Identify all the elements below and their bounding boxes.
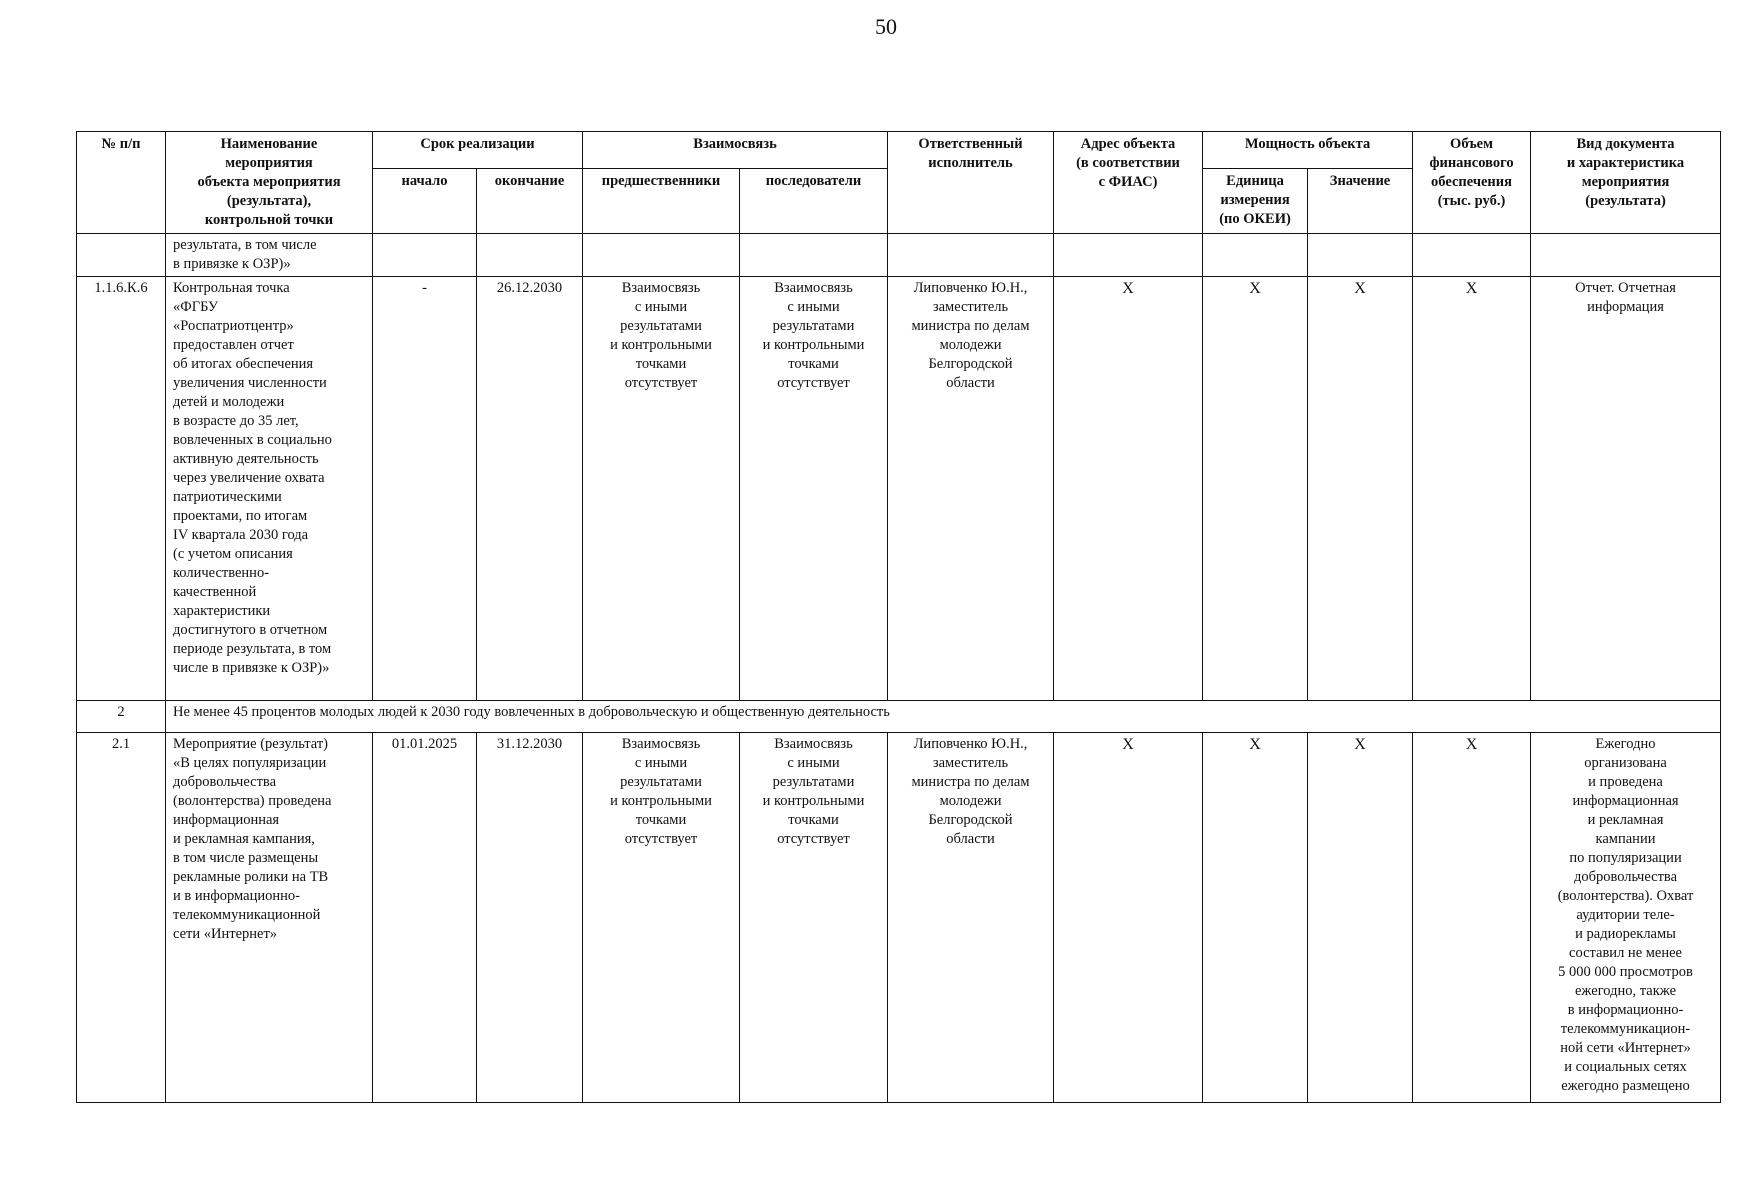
cell-doc bbox=[1531, 234, 1721, 277]
cell-num: 2.1 bbox=[77, 733, 166, 1103]
cell-value bbox=[1308, 234, 1413, 277]
cell-doc: Ежегодно организована и проведена информационная и рекламная кампании по популяризации добровольчества (волонтерства). Охват аудитории теле- и радиорекламы составил не менее 5 000 000 просмотров ежегодно, также в информационно- телекоммуникацион- ной сети «Интернет» и социальных сетях ежегодно размещено bbox=[1531, 733, 1721, 1103]
cell-address: X bbox=[1054, 733, 1203, 1103]
table-row bbox=[77, 733, 1721, 1103]
header-relation-prev: предшественники bbox=[583, 169, 740, 234]
cell-address bbox=[1054, 234, 1203, 277]
cell-prev bbox=[583, 234, 740, 277]
cell-responsible: Липовченко Ю.Н., заместитель министра по делам молодежи Белгородской области bbox=[888, 277, 1054, 701]
plan-table bbox=[76, 131, 1721, 1103]
cell-finance: X bbox=[1413, 277, 1531, 701]
table-row-continuation bbox=[77, 234, 1721, 277]
page-number: 50 bbox=[875, 14, 897, 39]
cell-prev: Взаимосвязь с иными результатами и контрольными точками отсутствует bbox=[583, 277, 740, 701]
cell-unit bbox=[1203, 234, 1308, 277]
cell-value: X bbox=[1308, 733, 1413, 1103]
cell-responsible bbox=[888, 234, 1054, 277]
cell-next bbox=[740, 234, 888, 277]
cell-address: X bbox=[1054, 277, 1203, 701]
header-capacity-unit: Единица измерения (по ОКЕИ) bbox=[1203, 169, 1308, 234]
header-responsible: Ответственный исполнитель bbox=[888, 132, 1054, 234]
header-address: Адрес объекта (в соответствии с ФИАС) bbox=[1054, 132, 1203, 234]
cell-end bbox=[477, 234, 583, 277]
cell-num: 2 bbox=[77, 701, 166, 733]
cell-num: 1.1.6.К.6 bbox=[77, 277, 166, 701]
cell-next: Взаимосвязь с иными результатами и контрольными точками отсутствует bbox=[740, 277, 888, 701]
cell-end: 31.12.2030 bbox=[477, 733, 583, 1103]
cell-num bbox=[77, 234, 166, 277]
cell-finance: X bbox=[1413, 733, 1531, 1103]
header-name: Наименование мероприятия объекта мероприятия (результата), контрольной точки bbox=[166, 132, 373, 234]
header-relation: Взаимосвязь bbox=[583, 132, 888, 169]
header-row-1 bbox=[77, 132, 1721, 169]
cell-end: 26.12.2030 bbox=[477, 277, 583, 701]
header-capacity: Мощность объекта bbox=[1203, 132, 1413, 169]
cell-prev: Взаимосвязь с иными результатами и контрольными точками отсутствует bbox=[583, 733, 740, 1103]
cell-start: - bbox=[373, 277, 477, 701]
cell-start: 01.01.2025 bbox=[373, 733, 477, 1103]
header-period-start: начало bbox=[373, 169, 477, 234]
header-finance: Объем финансового обеспечения (тыс. руб.) bbox=[1413, 132, 1531, 234]
cell-name: Мероприятие (результат) «В целях популяризации добровольчества (волонтерства) проведена информационная и рекламная кампания, в том числе размещены рекламные ролики на ТВ и в информационно- телекоммуникационной сети «Интернет» bbox=[166, 733, 373, 1103]
cell-finance bbox=[1413, 234, 1531, 277]
cell-unit: X bbox=[1203, 733, 1308, 1103]
header-doc-type: Вид документа и характеристика мероприятия (результата) bbox=[1531, 132, 1721, 234]
table-row bbox=[77, 277, 1721, 701]
cell-name: результата, в том числе в привязке к ОЗР)» bbox=[166, 234, 373, 277]
section-row bbox=[77, 701, 1721, 733]
cell-start bbox=[373, 234, 477, 277]
cell-name: Контрольная точка «ФГБУ «Роспатриотцентр» предоставлен отчет об итогах обеспечения увеличения численности детей и молодежи в возрасте до 35 лет, вовлеченных в социально активную деятельность через увеличение охвата патриотическими проектами, по итогам IV квартала 2030 года (с учетом описания количественно- качественной характеристики достигнутого в отчетном периоде результата, в том числе в привязке к ОЗР)» bbox=[166, 277, 373, 701]
cell-unit: X bbox=[1203, 277, 1308, 701]
cell-doc: Отчет. Отчетная информация bbox=[1531, 277, 1721, 701]
header-num: № п/п bbox=[77, 132, 166, 234]
cell-responsible: Липовченко Ю.Н., заместитель министра по делам молодежи Белгородской области bbox=[888, 733, 1054, 1103]
header-relation-next: последователи bbox=[740, 169, 888, 234]
header-capacity-value: Значение bbox=[1308, 169, 1413, 234]
cell-next: Взаимосвязь с иными результатами и контрольными точками отсутствует bbox=[740, 733, 888, 1103]
header-period-end: окончание bbox=[477, 169, 583, 234]
section-title: Не менее 45 процентов молодых людей к 2030 году вовлеченных в добровольческую и общественную деятельность bbox=[166, 701, 1721, 733]
cell-value: X bbox=[1308, 277, 1413, 701]
header-period: Срок реализации bbox=[373, 132, 583, 169]
